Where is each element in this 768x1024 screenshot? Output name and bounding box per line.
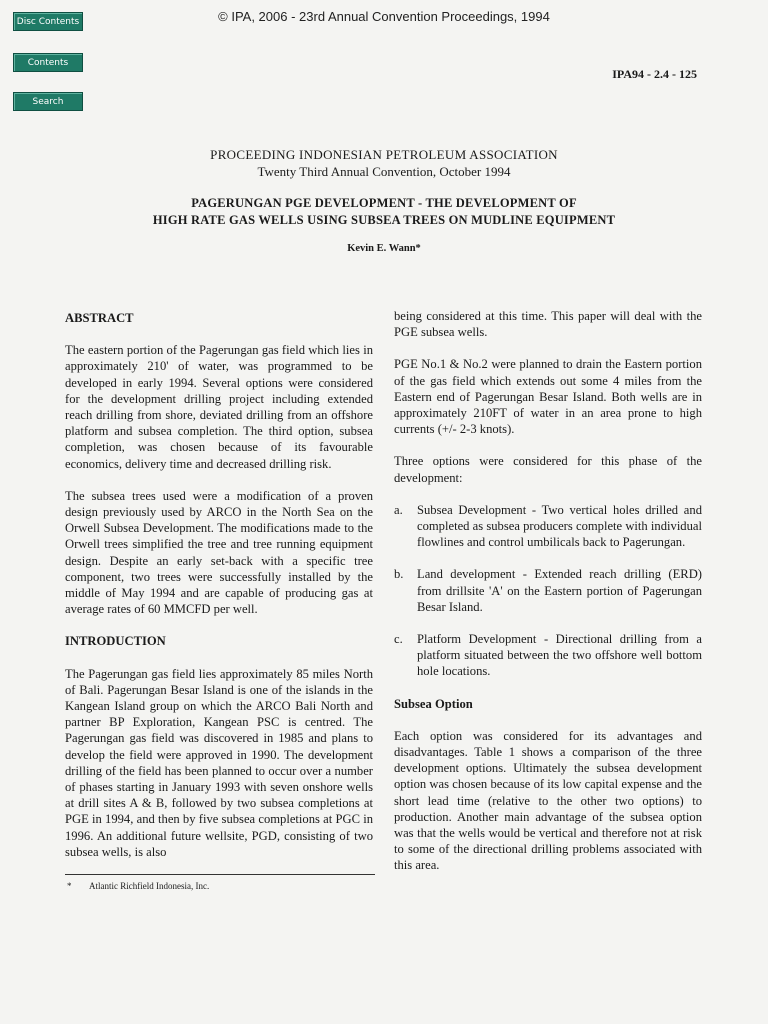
- disc-contents-button[interactable]: Disc Contents: [13, 12, 83, 31]
- footnote-text: Atlantic Richfield Indonesia, Inc.: [89, 881, 210, 892]
- abstract-heading: ABSTRACT: [65, 311, 134, 325]
- contents-button[interactable]: Contents: [13, 53, 83, 72]
- introduction-heading: INTRODUCTION: [65, 634, 166, 649]
- convention-line: Twenty Third Annual Convention, October 1994: [257, 164, 511, 179]
- footnote-mark: *: [67, 881, 72, 892]
- title-line-2: HIGH RATE GAS WELLS USING SUBSEA TREES ON MUDLINE EQUIPMENT: [152, 213, 616, 227]
- subsea-option-heading: Subsea Option: [394, 696, 473, 711]
- paper-id: IPA94 - 2.4 - 125: [612, 67, 697, 81]
- abstract-paragraph-2: The subsea trees used were a modification of a proven design previously used by ARCO in the North Sea on the Orwell Subsea Development. The modifications made to the Orwell trees simplified the tree and tree running equipment design. Despite an early set-back with a specific tree component, two trees were successfully installed by the middle of May 1994 and are capable of producing gas at average rates of 60 MMCFD per well.: [65, 488, 373, 617]
- list-item-label: b.: [394, 567, 404, 582]
- subsea-option-paragraph: Each option was considered for its advantages and disadvantages. Table 1 shows a comparison of the three development options. Ultimately the subsea development option was chosen because of its low capital expense and the short lead time (relative to the other two options) to production. Another main advantage of the subsea option was that the wells would be vertical and therefore not at risk to some of the directional drilling problems associated with this area.: [394, 728, 702, 873]
- list-item: [394, 502, 702, 551]
- search-button[interactable]: Search: [13, 92, 83, 111]
- right-column: [394, 308, 702, 890]
- author: Kevin E. Wann*: [347, 243, 421, 254]
- list-item: [394, 631, 702, 680]
- list-item-label: a.: [394, 502, 403, 517]
- list-item-text: Subsea Development - Two vertical holes drilled and completed as subsea producers complete with individual flowlines and control umbilicals back to Pagerungan.: [417, 502, 702, 550]
- options-intro-paragraph: Three options were considered for this phase of the development:: [394, 454, 702, 485]
- list-item: [394, 566, 702, 615]
- copyright-line: © IPA, 2006 - 23rd Annual Convention Proceedings, 1994: [218, 9, 550, 24]
- list-item-label: c.: [394, 632, 403, 647]
- title-line-1: PAGERUNGAN PGE DEVELOPMENT - THE DEVELOPMENT OF: [191, 196, 577, 210]
- list-item-text: Land development - Extended reach drilling (ERD) from drillsite 'A' on the Eastern portion of Pagerungan Besar Island.: [417, 567, 702, 614]
- abstract-paragraph-1: The eastern portion of the Pagerungan gas field which lies in approximately 210' of water, was programmed to be developed in early 1994. Several options were considered for the development drilling project including extended reach drilling from shore, deviated drilling from an offshore platform and subsea completion. The third option, subsea completion, was chosen because of its favourable economics, delivery time and decreased drilling risk.: [65, 343, 373, 471]
- continuation-paragraph: being considered at this time. This paper will deal with the PGE subsea wells.: [394, 309, 702, 340]
- pge-paragraph: PGE No.1 & No.2 were planned to drain the Eastern portion of the gas field which extends out some 4 miles from the Eastern end of Pagerungan Besar Island. Both wells are in approximately 210FT of water in an area prone to high currents (+/- 2-3 knots).: [394, 357, 702, 437]
- paper-header: [0, 146, 768, 254]
- footnote-divider: [65, 874, 375, 875]
- footnote: [65, 878, 373, 894]
- list-item-text: Platform Development - Directional drilling from a platform situated between the two offshore well bottom hole locations.: [417, 632, 702, 679]
- left-column: [65, 308, 373, 894]
- paper-title: [0, 195, 768, 229]
- introduction-paragraph: The Pagerungan gas field lies approximately 85 miles North of Bali. Pagerungan Besar Island is one of the islands in the Kangean Island group on which the ARCO Bali North and partner BP Exploration, Kangean PSC is centred. The Pagerungan gas field was discovered in 1985 and plans to develop the field were approved in 1990. The development drilling of the field has been planned to occur over a number of phases starting in January 1993 with seven onshore wells at drill sites A & B, followed by two subsea completions at PGE in 1994, and then by five subsea completions at PGC in 1996. An additional future wellsite, PGD, consisting of two subsea wells, is also: [65, 666, 373, 859]
- organization-name: PROCEEDING INDONESIAN PETROLEUM ASSOCIATION: [210, 147, 558, 162]
